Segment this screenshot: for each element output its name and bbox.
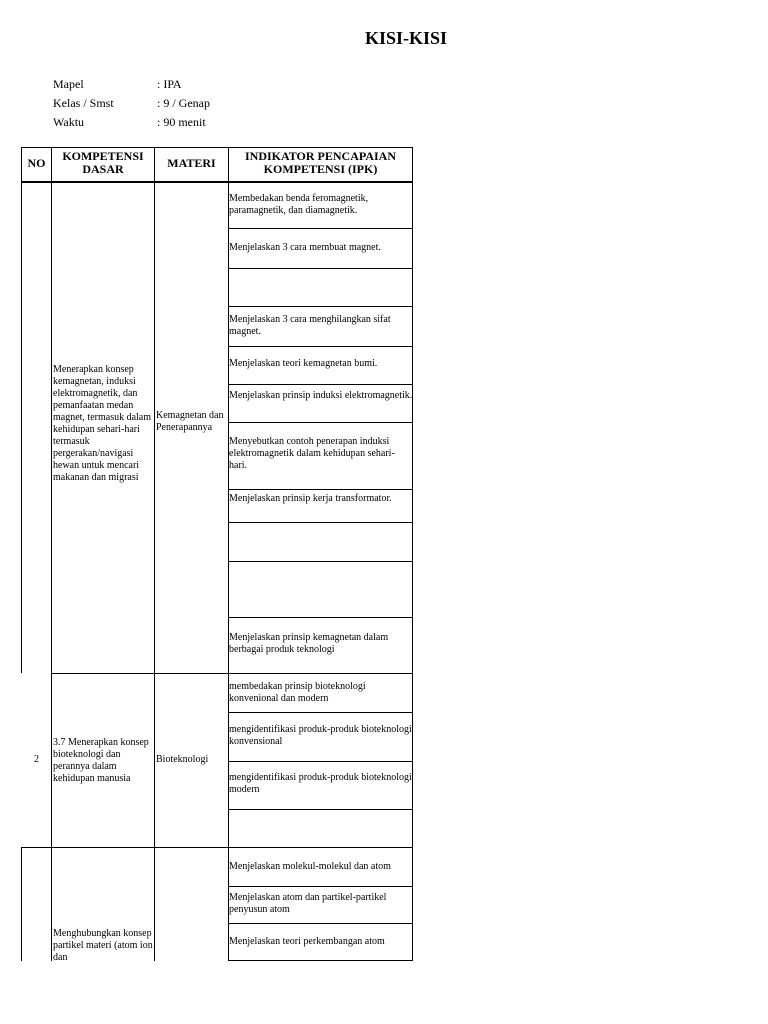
ipk-cell: Membedakan benda feromagnetik, paramagnetik, dan diamagnetik. xyxy=(229,193,369,216)
materi-cell: Kemagnetan dan Penerapannya xyxy=(156,410,224,433)
meta-value: : 90 menit xyxy=(157,115,206,129)
ipk-cell: Menjelaskan teori kemagnetan bumi. xyxy=(229,358,378,369)
materi-cell: Bioteknologi xyxy=(156,754,209,765)
ipk-cell: Menjelaskan prinsip kerja transformator. xyxy=(229,493,392,504)
ipk-cell: Menjelaskan molekul-molekul dan atom xyxy=(229,861,391,872)
kd-cell: Menghubungkan konsep partikel materi (atom ion dan xyxy=(53,928,153,963)
meta-label: Waktu xyxy=(53,115,85,129)
ipk-cell: membedakan prinsip bioteknologi konvenional dan modern xyxy=(229,681,366,704)
document-title: KISI-KISI xyxy=(365,28,448,48)
ipk-cell: Menjelaskan atom dan partikel-partikel penyusun atom xyxy=(229,892,387,915)
kd-cell: 3.7 Menerapkan konsep bioteknologi dan perannya dalam kehidupan manusia xyxy=(53,737,149,784)
col-header-materi: MATERI xyxy=(167,156,216,170)
meta-label: Mapel xyxy=(53,77,84,91)
meta-value: : IPA xyxy=(157,77,182,91)
ipk-cell: Menjelaskan prinsip kemagnetan dalam berbagai produk teknologi xyxy=(229,632,389,655)
ipk-cell: Menjelaskan teori perkembangan atom xyxy=(229,936,385,947)
meta-value: : 9 / Genap xyxy=(157,96,210,110)
col-header-no: NO xyxy=(27,156,46,170)
ipk-cell: mengidentifikasi produk-produk bioteknologi modern xyxy=(229,772,412,795)
ipk-cell: Menjelaskan 3 cara menghilangkan sifat magnet. xyxy=(229,314,391,337)
ipk-cell: mengidentifikasi produk-produk bioteknologi konvensional xyxy=(229,724,412,747)
ipk-cell: Menjelaskan 3 cara membuat magnet. xyxy=(229,242,381,253)
col-header-kompetensi-dasar: KOMPETENSI DASAR xyxy=(62,149,144,176)
ipk-cell: Menjelaskan prinsip induksi elektromagnetik. xyxy=(229,390,413,401)
no-cell: 2 xyxy=(34,754,39,765)
col-header-ipk: INDIKATOR PENCAPAIAN KOMPETENSI (IPK) xyxy=(244,149,396,176)
ipk-cell: Menyebutkan contoh penerapan induksi elektromagnetik dalam kehidupan sehari-hari. xyxy=(229,436,395,471)
kd-cell: Menerapkan konsep kemagnetan, induksi elektromagnetik, dan pemanfaatan medan magnet, termasuk dalam kehidupan sehari-hari termasuk pergerakan/navigasi hewan untuk mencari makanan dan migrasi xyxy=(53,364,152,483)
meta-label: Kelas / Smst xyxy=(53,96,114,110)
